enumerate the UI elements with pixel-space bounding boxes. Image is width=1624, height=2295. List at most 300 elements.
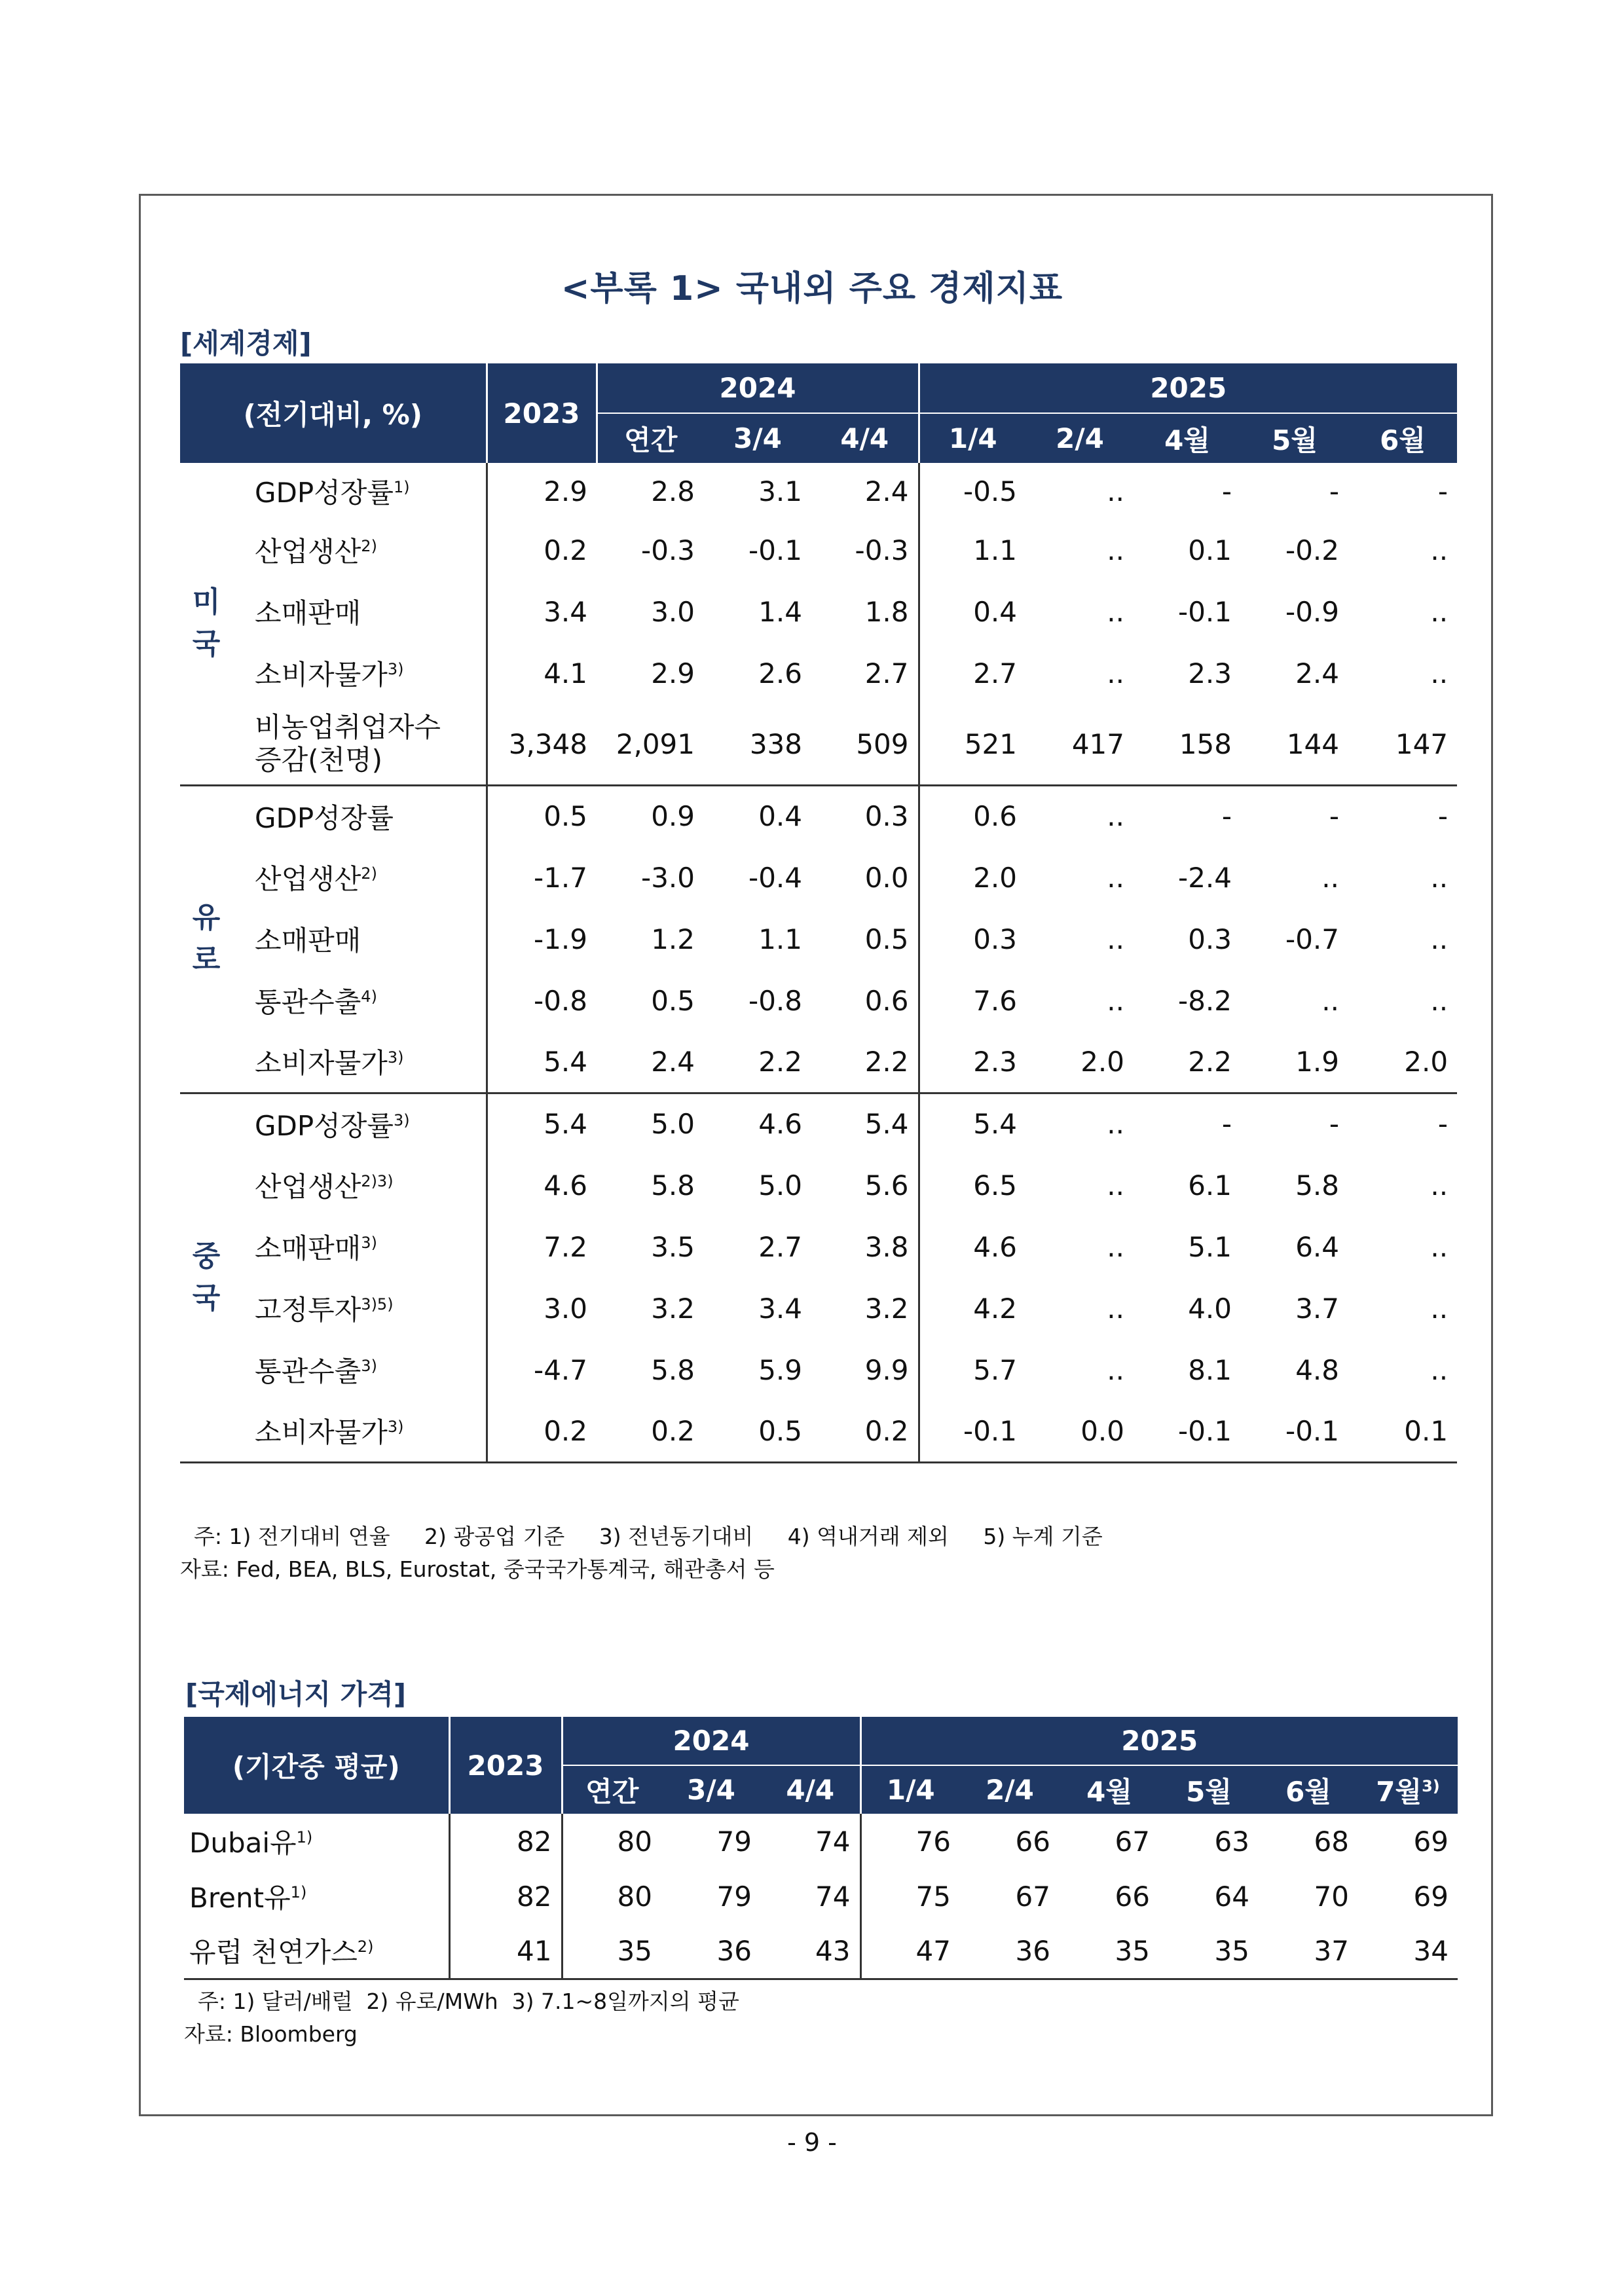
table-cell: 2.2 — [1134, 1031, 1241, 1093]
table-row — [180, 463, 1457, 519]
group-label-char: 중 — [192, 1239, 221, 1273]
row-label — [232, 1031, 487, 1093]
energy-notes — [184, 1985, 739, 2051]
table-cell: 0.5 — [864, 923, 909, 955]
row-label-text: 산업생산 — [255, 1171, 361, 1203]
table-cell: 2.7 — [919, 642, 1026, 704]
table-cell: .. — [1107, 800, 1124, 833]
group-label-char: 유 — [192, 901, 221, 934]
table-cell: .. — [1107, 861, 1124, 894]
table-cell: 7.6 — [919, 970, 1026, 1031]
row-label-text: 소매판매 — [255, 1232, 361, 1264]
table-cell: 2.0 — [919, 847, 1026, 908]
table-cell: 5.1 — [1188, 1230, 1232, 1263]
table-cell: 3.7 — [1295, 1292, 1339, 1325]
table-cell: 0.0 — [864, 861, 909, 894]
row-label-text: 산업생산 — [255, 536, 361, 568]
energy-subheader-2024: 4/4 — [761, 1765, 860, 1814]
table-cell: 0.3 — [1188, 923, 1232, 955]
table-cell: 0.0 — [1026, 1401, 1134, 1462]
row-label — [232, 519, 487, 581]
world-subheader-2024: 4/4 — [811, 413, 919, 463]
table-cell: 35 — [1060, 1924, 1159, 1979]
table-cell: 0.5 — [704, 1401, 811, 1462]
table-cell: -0.3 — [855, 534, 909, 566]
table-cell: -0.1 — [1241, 1401, 1348, 1462]
energy-subheader-2025 — [1060, 1765, 1159, 1814]
row-label-text: GDP성장률 — [255, 477, 394, 509]
table-cell: 67 — [1015, 1880, 1050, 1913]
energy-subheader-2025 — [1259, 1765, 1358, 1814]
table-cell: -2.4 — [1178, 861, 1232, 894]
table-cell: .. — [1321, 861, 1339, 894]
table-cell: -0.1 — [748, 534, 802, 566]
table-cell: 76 — [860, 1814, 960, 1869]
table-cell: 1.1 — [919, 519, 1026, 581]
table-cell: 3.1 — [758, 475, 802, 507]
table-row — [180, 1031, 1457, 1093]
table-cell: 2.3 — [919, 1031, 1026, 1093]
table-cell: 4.1 — [487, 642, 597, 704]
table-cell: 521 — [919, 704, 1026, 785]
table-cell: 2.3 — [1188, 657, 1232, 689]
table-cell: .. — [1321, 984, 1339, 1017]
table-cell: 5.0 — [758, 1169, 802, 1202]
energy-subheader-2025-text: 2/4 — [986, 1774, 1034, 1806]
table-cell: 0.6 — [919, 785, 1026, 847]
table-cell: .. — [1107, 1108, 1124, 1141]
table-row — [180, 1401, 1457, 1462]
table-cell: 0.1 — [1188, 534, 1232, 566]
world-header-2024: 2024 — [597, 363, 919, 413]
table-cell: 35 — [562, 1924, 661, 1979]
table-cell: 1.2 — [651, 923, 695, 955]
table-cell: 0.2 — [487, 519, 597, 581]
table-cell: 80 — [562, 1869, 661, 1924]
table-row — [184, 1924, 1458, 1979]
group-label — [180, 1093, 232, 1462]
table-cell: 0.6 — [864, 984, 909, 1017]
table-cell: 147 — [1348, 704, 1457, 785]
table-cell: 5.8 — [1295, 1169, 1339, 1202]
world-subheader-2025: 2/4 — [1026, 413, 1134, 463]
row-label-text: GDP성장률 — [255, 1109, 394, 1142]
group-label-char: 미 — [192, 585, 221, 619]
table-row — [180, 1093, 1457, 1154]
table-cell: - — [1437, 475, 1449, 507]
table-cell: 4.6 — [758, 1108, 802, 1141]
footnote-ref: 2)3) — [361, 1172, 394, 1190]
energy-subheader-2025-text: 4월 — [1086, 1775, 1132, 1808]
table-cell: .. — [1107, 984, 1124, 1017]
table-cell: -0.7 — [1285, 923, 1339, 955]
table-row — [180, 1154, 1457, 1216]
table-row — [180, 581, 1457, 642]
table-row — [184, 1869, 1458, 1924]
row-label — [232, 785, 487, 847]
row-label-text: 소매판매 — [255, 597, 361, 629]
row-label-text: 산업생산 — [255, 863, 361, 895]
table-cell: 2.8 — [651, 475, 695, 507]
table-cell: 0.4 — [758, 800, 802, 833]
table-cell: 5.6 — [864, 1169, 909, 1202]
table-cell: 80 — [562, 1814, 661, 1869]
table-cell: .. — [1430, 534, 1449, 566]
table-cell: 0.3 — [864, 800, 909, 833]
row-label — [232, 1154, 487, 1216]
page-title: <부록 1> 국내외 주요 경제지표 — [561, 269, 1063, 308]
table-cell: 5.4 — [864, 1108, 909, 1141]
row-label — [232, 463, 487, 519]
table-row — [180, 704, 1457, 785]
world-notes-line1: 주: 1) 전기대비 연율 2) 광공업 기준 3) 전년동기대비 4) 역내거래 제외 5) 누계 기준 — [180, 1524, 1103, 1549]
table-cell: 5.4 — [487, 1031, 597, 1093]
group-label — [180, 785, 232, 1093]
table-cell: -1.9 — [487, 908, 597, 970]
table-cell: 1.9 — [1241, 1031, 1348, 1093]
world-subheader-2025: 4월 — [1134, 413, 1241, 463]
footnote-ref: 2) — [357, 1937, 374, 1956]
table-cell: -0.9 — [1285, 595, 1339, 628]
footnote-ref: 3) — [361, 1357, 377, 1375]
table-cell: 3.4 — [758, 1292, 802, 1325]
row-label — [232, 1216, 487, 1277]
table-cell: 6.5 — [919, 1154, 1026, 1216]
table-cell: 0.1 — [1348, 1401, 1457, 1462]
table-cell: 338 — [704, 704, 811, 785]
energy-subheader-2025-text: 5월 — [1186, 1775, 1232, 1808]
table-cell: -0.3 — [641, 534, 695, 566]
table-cell: 6.4 — [1295, 1230, 1339, 1263]
row-label — [232, 1277, 487, 1339]
table-cell: 43 — [761, 1924, 860, 1979]
energy-section-title: [국제에너지 가격] — [185, 1678, 407, 1710]
table-row — [180, 908, 1457, 970]
world-notes — [180, 1520, 1103, 1586]
table-cell: .. — [1430, 1292, 1449, 1325]
group-label-char: 국 — [192, 627, 221, 661]
table-cell: 3.5 — [651, 1230, 695, 1263]
energy-header-2025: 2025 — [860, 1717, 1458, 1765]
table-row — [180, 1277, 1457, 1339]
table-cell: .. — [1430, 1230, 1449, 1263]
table-cell: -0.1 — [1178, 595, 1232, 628]
table-cell: -0.8 — [748, 984, 802, 1017]
table-cell: 158 — [1134, 704, 1241, 785]
table-cell: .. — [1430, 923, 1449, 955]
table-cell: -8.2 — [1178, 984, 1232, 1017]
table-cell: 1.1 — [758, 923, 802, 955]
table-cell: .. — [1107, 1353, 1124, 1386]
table-cell: 69 — [1413, 1880, 1449, 1913]
table-cell: 64 — [1214, 1880, 1249, 1913]
footnote-ref: 1) — [290, 1883, 307, 1901]
table-row — [180, 847, 1457, 908]
table-cell: .. — [1430, 861, 1449, 894]
table-cell: .. — [1430, 595, 1449, 628]
table-cell: 66 — [1115, 1880, 1150, 1913]
table-cell: 2.2 — [704, 1031, 811, 1093]
table-cell: .. — [1107, 657, 1124, 689]
row-label-text: 소비자물가 — [255, 1047, 388, 1080]
row-label — [232, 704, 487, 785]
row-label — [232, 908, 487, 970]
table-cell: 68 — [1314, 1825, 1349, 1858]
world-notes-source: 자료: Fed, BEA, BLS, Eurostat, 중국국가통계국, 해관총서 등 — [180, 1556, 775, 1582]
row-label — [232, 581, 487, 642]
energy-subheader-2025 — [1358, 1765, 1458, 1814]
table-cell: 8.1 — [1188, 1353, 1232, 1386]
table-cell: 82 — [517, 1825, 552, 1858]
table-cell: 79 — [716, 1880, 752, 1913]
footnote-ref: 1) — [393, 478, 410, 496]
table-cell: 3.4 — [487, 581, 597, 642]
table-cell: -4.7 — [487, 1339, 597, 1401]
row-label-text: 소비자물가 — [255, 659, 388, 691]
table-cell: 79 — [716, 1825, 752, 1858]
table-cell: - — [1329, 475, 1339, 507]
row-label-text: 통관수출 — [255, 986, 361, 1018]
footnote-ref: 2) — [361, 537, 377, 555]
footnote-ref: 3) — [393, 1111, 410, 1129]
energy-notes-source: 자료: Bloomberg — [184, 2021, 358, 2047]
row-label-text: 비농업취업자수 — [255, 711, 441, 744]
table-cell: -3.0 — [641, 861, 695, 894]
row-label-text: 고정투자 — [255, 1294, 361, 1326]
row-label — [232, 1401, 487, 1462]
table-cell: 144 — [1241, 704, 1348, 785]
table-cell: -0.8 — [487, 970, 597, 1031]
table-cell: 1.4 — [758, 595, 802, 628]
table-cell: 2.9 — [487, 463, 597, 519]
table-cell: .. — [1430, 1169, 1449, 1202]
table-cell: - — [1221, 800, 1232, 833]
table-cell: 3.8 — [864, 1230, 909, 1263]
table-cell: 36 — [960, 1924, 1060, 1979]
table-cell: 2.0 — [1348, 1031, 1457, 1093]
table-cell: .. — [1430, 657, 1449, 689]
energy-subheader-2025-text: 6월 — [1285, 1775, 1331, 1808]
table-cell: 66 — [1015, 1825, 1050, 1858]
table-cell: 63 — [1214, 1825, 1249, 1858]
energy-notes-line1: 주: 1) 달러/배럴 2) 유로/MWh 3) 7.1~8일까지의 평균 — [184, 1989, 739, 2014]
energy-price-table — [184, 1717, 1458, 1980]
table-row — [180, 642, 1457, 704]
table-cell: -0.4 — [748, 861, 802, 894]
table-row — [180, 970, 1457, 1031]
table-cell: 74 — [815, 1825, 851, 1858]
table-cell: 5.8 — [651, 1169, 695, 1202]
footnote-ref: 4) — [361, 987, 377, 1006]
table-cell: 2.6 — [758, 657, 802, 689]
table-cell: 47 — [860, 1924, 960, 1979]
world-subheader-2024: 연간 — [597, 413, 704, 463]
table-cell: - — [1221, 1108, 1232, 1141]
table-cell: 0.2 — [811, 1401, 919, 1462]
page-number: - 9 - — [787, 2128, 837, 2157]
row-label-text: 통관수출 — [255, 1355, 361, 1387]
table-cell: 3.0 — [651, 595, 695, 628]
footnote-ref: 3) — [1422, 1776, 1440, 1795]
table-cell: 5.8 — [651, 1353, 695, 1386]
table-cell: 5.4 — [487, 1093, 597, 1154]
row-label — [232, 1339, 487, 1401]
row-label-text-2: 증감(천명) — [255, 744, 383, 777]
table-cell: 37 — [1259, 1924, 1358, 1979]
table-cell: 75 — [860, 1869, 960, 1924]
table-cell: .. — [1107, 1169, 1124, 1202]
footnote-ref: 3)5) — [361, 1295, 394, 1313]
table-cell: - — [1329, 1108, 1339, 1141]
table-cell: 6.1 — [1188, 1169, 1232, 1202]
table-cell: 4.6 — [919, 1216, 1026, 1277]
energy-subheader-2025 — [960, 1765, 1060, 1814]
energy-subheader-2024: 3/4 — [661, 1765, 761, 1814]
world-header-unit: (전기대비, %) — [180, 363, 487, 463]
table-cell: 36 — [661, 1924, 761, 1979]
table-cell: - — [1221, 475, 1232, 507]
table-cell: 0.2 — [597, 1401, 704, 1462]
row-label-text: 소비자물가 — [255, 1416, 388, 1449]
table-cell: 70 — [1314, 1880, 1349, 1913]
row-label-text: Brent유 — [189, 1882, 291, 1914]
energy-header-unit: (기간중 평균) — [184, 1717, 449, 1814]
table-cell: 2.7 — [864, 657, 909, 689]
group-label — [180, 463, 232, 785]
table-cell: 5.0 — [651, 1108, 695, 1141]
table-cell: 41 — [449, 1924, 562, 1979]
energy-subheader-2024: 연간 — [562, 1765, 661, 1814]
table-cell: .. — [1107, 534, 1124, 566]
table-cell: .. — [1430, 984, 1449, 1017]
table-row — [180, 785, 1457, 847]
table-cell: -1.7 — [487, 847, 597, 908]
table-cell: 82 — [517, 1880, 552, 1913]
table-cell: 5.4 — [919, 1093, 1026, 1154]
table-cell: 2.4 — [1295, 657, 1339, 689]
world-header-2025: 2025 — [919, 363, 1457, 413]
table-cell: 0.4 — [919, 581, 1026, 642]
row-label — [232, 1093, 487, 1154]
world-subheader-2025: 1/4 — [919, 413, 1026, 463]
table-cell: 34 — [1358, 1924, 1458, 1979]
table-cell: 5.7 — [919, 1339, 1026, 1401]
table-cell: .. — [1430, 1353, 1449, 1386]
energy-subheader-2025-text: 1/4 — [886, 1774, 935, 1806]
table-cell: 1.8 — [864, 595, 909, 628]
table-cell: -0.2 — [1285, 534, 1339, 566]
world-subheader-2025: 5월 — [1241, 413, 1348, 463]
row-label — [184, 1869, 449, 1924]
energy-subheader-2025-text: 7월 — [1376, 1775, 1422, 1808]
row-label — [232, 970, 487, 1031]
table-cell: -0.5 — [919, 463, 1026, 519]
table-cell: .. — [1107, 595, 1124, 628]
table-cell: .. — [1107, 1292, 1124, 1325]
table-cell: 2.4 — [864, 475, 909, 507]
table-cell: 3.0 — [487, 1277, 597, 1339]
energy-subheader-2025 — [860, 1765, 960, 1814]
footnote-ref: 3) — [387, 1418, 404, 1437]
table-cell: .. — [1107, 923, 1124, 955]
row-label-text: 유럽 천연가스 — [189, 1936, 358, 1969]
table-row — [180, 1216, 1457, 1277]
table-cell: 4.2 — [919, 1277, 1026, 1339]
table-cell: - — [1437, 1108, 1449, 1141]
table-cell: 2.0 — [1026, 1031, 1134, 1093]
table-cell: 9.9 — [864, 1353, 909, 1386]
table-cell: .. — [1107, 475, 1124, 507]
table-cell: 2,091 — [597, 704, 704, 785]
table-cell: 2.9 — [651, 657, 695, 689]
table-cell: 4.6 — [487, 1154, 597, 1216]
table-cell: 0.5 — [651, 984, 695, 1017]
row-label-text: 소매판매 — [255, 925, 361, 957]
row-label — [232, 847, 487, 908]
row-label-text: Dubai유 — [189, 1827, 297, 1859]
table-cell: 74 — [815, 1880, 851, 1913]
footnote-ref: 3) — [387, 1048, 404, 1067]
table-cell: 2.7 — [758, 1230, 802, 1263]
table-cell: 67 — [1115, 1825, 1150, 1858]
table-cell: 509 — [811, 704, 919, 785]
table-cell: 0.2 — [487, 1401, 597, 1462]
table-cell: 2.2 — [811, 1031, 919, 1093]
footnote-ref: 2) — [361, 864, 377, 883]
table-cell: -0.1 — [919, 1401, 1026, 1462]
table-row — [180, 519, 1457, 581]
table-cell: - — [1437, 800, 1449, 833]
table-cell: 4.8 — [1295, 1353, 1339, 1386]
table-cell: 3.2 — [864, 1292, 909, 1325]
table-cell: 0.9 — [651, 800, 695, 833]
table-cell: .. — [1107, 1230, 1124, 1263]
table-cell: 3.2 — [651, 1292, 695, 1325]
table-cell: 2.4 — [597, 1031, 704, 1093]
world-subheader-2024: 3/4 — [704, 413, 811, 463]
world-header-2023: 2023 — [487, 363, 597, 463]
table-cell: 7.2 — [487, 1216, 597, 1277]
energy-header-2024: 2024 — [562, 1717, 860, 1765]
energy-header-2023: 2023 — [449, 1717, 562, 1814]
group-label-char: 국 — [192, 1281, 221, 1315]
row-label-text: GDP성장률 — [255, 801, 394, 834]
footnote-ref: 1) — [296, 1828, 313, 1846]
footnote-ref: 3) — [387, 660, 404, 678]
world-economy-table — [180, 363, 1457, 1463]
table-cell: 3,348 — [487, 704, 597, 785]
table-cell: 35 — [1159, 1924, 1259, 1979]
table-cell: 4.0 — [1188, 1292, 1232, 1325]
table-cell: 0.3 — [919, 908, 1026, 970]
table-cell: 69 — [1413, 1825, 1449, 1858]
table-cell: - — [1329, 800, 1339, 833]
table-cell: 417 — [1026, 704, 1134, 785]
table-cell: 5.9 — [758, 1353, 802, 1386]
world-section-title: [세계경제] — [180, 327, 312, 359]
footnote-ref: 3) — [361, 1234, 377, 1252]
row-label — [232, 642, 487, 704]
table-row — [184, 1814, 1458, 1869]
group-label-char: 로 — [192, 943, 221, 976]
row-label — [184, 1924, 449, 1979]
row-label — [184, 1814, 449, 1869]
energy-subheader-2025 — [1159, 1765, 1259, 1814]
table-row — [180, 1339, 1457, 1401]
world-subheader-2025: 6월 — [1348, 413, 1457, 463]
table-cell: -0.1 — [1134, 1401, 1241, 1462]
table-cell: 0.5 — [487, 785, 597, 847]
